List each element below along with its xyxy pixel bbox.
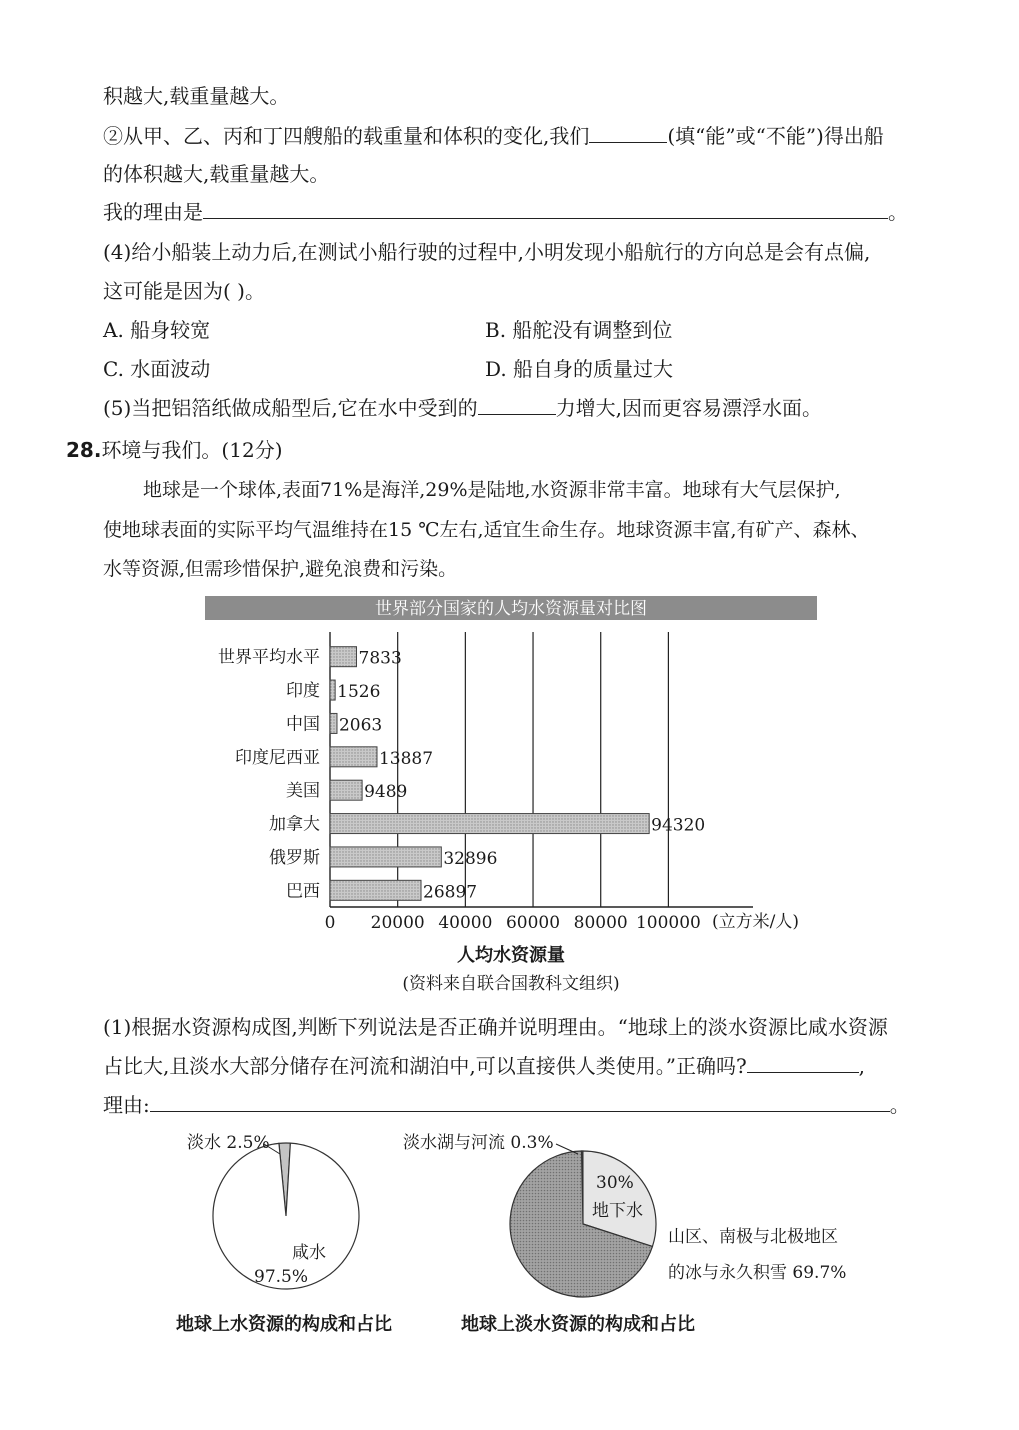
x-tick-label: 0: [324, 913, 336, 933]
bar-value-label: 26897: [423, 882, 478, 903]
option-label: C. 水面波动: [103, 357, 211, 381]
text-fragment: (填“能”或“不能”)得出船: [667, 124, 884, 148]
question-title: 环境与我们。(12分): [101, 438, 283, 462]
bar-value-label: 2063: [338, 715, 383, 736]
water-per-capita-bar-chart: [0, 590, 1019, 1000]
text-fragment: ②从甲、乙、丙和丁四艘船的载重量和体积的变化,我们: [103, 124, 590, 148]
question-line: [103, 238, 870, 266]
reason-label: 理由:: [103, 1093, 150, 1117]
text-line: [103, 82, 289, 110]
bar: [330, 814, 649, 834]
pie2-caption: 地球上淡水资源的构成和占比: [461, 1314, 695, 1335]
bar: [330, 713, 337, 733]
paragraph-text: 地球是一个球体,表面71%是海洋,29%是陆地,水资源非常丰富。地球有大气层保护,: [143, 479, 841, 501]
category-label: 中国: [286, 714, 320, 735]
category-label: 加拿大: [269, 814, 320, 835]
x-axis-unit: (立方米/人): [712, 912, 799, 932]
question-text: 力增大,因而更容易漂浮水面。: [555, 396, 823, 420]
pie1-fresh-label: 淡水 2.5%: [187, 1133, 270, 1153]
option-label: A. 船身较宽: [103, 318, 211, 342]
paragraph-text: 使地球表面的实际平均气温维持在15 ℃左右,适宜生命生存。地球资源丰富,有矿产、森林、: [103, 519, 870, 541]
question-line: [103, 1013, 888, 1041]
option-label: B. 船舵没有调整到位: [485, 318, 673, 342]
answer-blank[interactable]: [478, 396, 556, 415]
question-line: [103, 394, 822, 422]
bar-value-label: 13887: [378, 748, 434, 769]
question-line: [103, 122, 884, 150]
bar-value-label: 32896: [443, 848, 498, 869]
bar: [330, 747, 377, 767]
text-fragment: 的体积越大,载重量越大。: [103, 162, 330, 186]
question-text: 这可能是因为( )。: [103, 279, 265, 303]
text-fragment: ,: [858, 1054, 866, 1078]
pie2-ground-pct: 30%: [596, 1173, 634, 1193]
pie1-caption: 地球上水资源的构成和占比: [176, 1314, 392, 1335]
pie1-salt-name: 咸水: [292, 1243, 326, 1263]
question-28-header: [66, 436, 283, 464]
question-text: (4)给小船装上动力后,在测试小船行驶的过程中,小明发现小船航行的方向总是会有点偏,: [103, 240, 871, 264]
pie2-ground-name: 地下水: [592, 1201, 643, 1221]
x-axis-label: 人均水资源量: [457, 945, 565, 966]
option-label: D. 船自身的质量过大: [485, 357, 674, 381]
question-line: [103, 277, 265, 305]
question-text: (1)根据水资源构成图,判断下列说法是否正确并说明理由。“地球上的淡水资源比咸水资源: [103, 1015, 888, 1039]
text-fragment: 。: [889, 1093, 910, 1117]
option-c[interactable]: [103, 355, 210, 383]
bar: [330, 880, 421, 900]
pie2-ice-label-2: 的冰与永久积雪 69.7%: [668, 1263, 847, 1283]
bar: [330, 647, 357, 667]
reason-label: 我的理由是: [103, 200, 203, 224]
answer-blank[interactable]: [203, 200, 888, 219]
bar-value-label: 9489: [364, 782, 408, 803]
category-label: 世界平均水平: [218, 647, 320, 668]
chart-title: 世界部分国家的人均水资源量对比图: [375, 599, 647, 619]
pie-charts: [0, 1120, 1019, 1300]
paragraph-line: [103, 555, 457, 583]
paragraph-line: [143, 476, 841, 504]
option-d[interactable]: [485, 355, 673, 383]
answer-blank[interactable]: [150, 1093, 890, 1112]
chart-source: (资料来自联合国教科文组织): [402, 974, 620, 994]
bar-value-label: 94320: [651, 815, 706, 836]
category-label: 巴西: [286, 881, 320, 902]
text-fragment: 。: [888, 200, 908, 224]
paragraph-text: 水等资源,但需珍惜保护,避免浪费和污染。: [103, 558, 458, 580]
bar: [330, 780, 362, 800]
category-label: 印度尼西亚: [235, 747, 320, 768]
answer-blank[interactable]: [589, 124, 667, 143]
bar: [330, 847, 441, 867]
bar-value-label: 7833: [358, 648, 402, 669]
text-fragment: 积越大,载重量越大。: [103, 84, 290, 108]
reason-line: [103, 1091, 910, 1119]
category-label: 美国: [286, 781, 320, 802]
paragraph-line: [103, 516, 870, 544]
category-label: 印度: [286, 681, 320, 702]
bar: [330, 680, 335, 700]
question-number: 28.: [66, 438, 102, 462]
question-text: 占比大,且淡水大部分储存在河流和湖泊中,可以直接供人类使用。”正确吗?: [103, 1054, 747, 1078]
answer-blank[interactable]: [747, 1054, 859, 1073]
pie2-lake-label: 淡水湖与河流 0.3%: [403, 1133, 554, 1153]
x-tick-label: 100000: [635, 913, 701, 933]
bar-value-label: 1526: [337, 682, 381, 703]
x-tick-label: 40000: [438, 913, 493, 933]
text-line: [103, 160, 329, 188]
x-tick-label: 80000: [573, 913, 628, 933]
x-tick-label: 20000: [370, 913, 425, 933]
option-b[interactable]: [485, 316, 672, 344]
question-line: [103, 1052, 865, 1080]
question-text: (5)当把铝箔纸做成船型后,它在水中受到的: [103, 396, 478, 420]
reason-line: [103, 198, 908, 226]
category-label: 俄罗斯: [269, 847, 320, 868]
option-a[interactable]: [103, 316, 210, 344]
pie1-salt-pct: 97.5%: [254, 1267, 309, 1287]
pie2-ice-label-1: 山区、南极与北极地区: [668, 1227, 838, 1247]
x-tick-label: 60000: [505, 913, 561, 933]
